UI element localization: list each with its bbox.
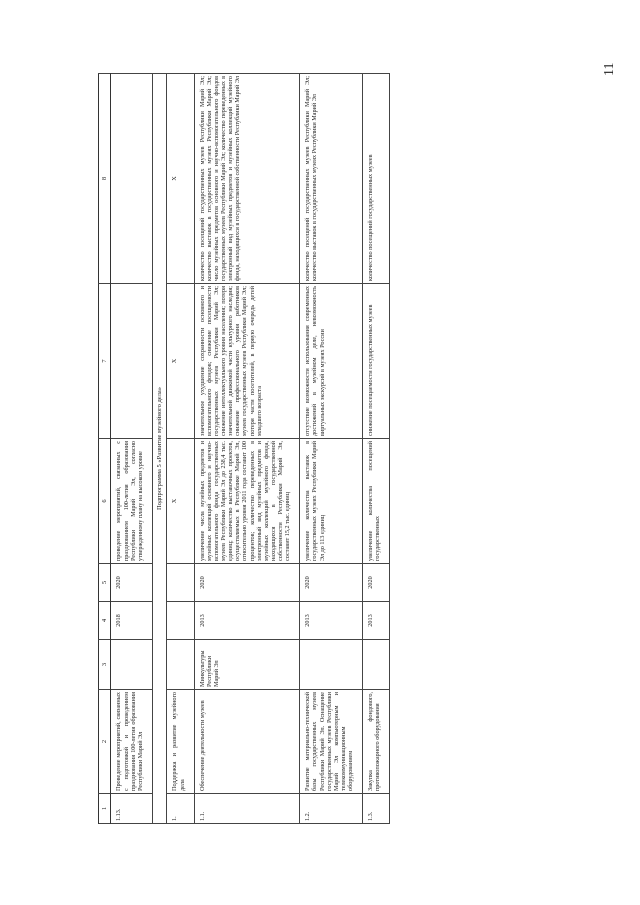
end-year xyxy=(167,564,194,602)
header-row xyxy=(99,74,111,824)
consequences: X xyxy=(167,284,194,439)
expected-result: увеличение количества посещений государственных xyxy=(363,439,390,564)
table-row xyxy=(363,74,390,824)
start-year: 2013 xyxy=(300,602,363,640)
table-header xyxy=(99,74,111,824)
rotated-table-container xyxy=(98,74,598,824)
activity-name: Проведение мероприятий, связанных с подготовкой и проведением празднования 100-летия образования Республики Марий Эл xyxy=(111,690,153,794)
table-body xyxy=(111,74,390,824)
expected-result: проведение мероприятий, связанных с празднованием 100-летия образования Республики Марий Эл, согласно утвержденному плану на высоком уровне xyxy=(111,439,153,564)
consequences: значительное ухудшение сохранности основного и вспомогательного фондов; снижение посещаемости государственных музеев Республики Марий Эл; снижение интеллектуального уровня населения; потеря значительной движимой части культурного наследия; снижение профессионального уровня работников музеев государственных музеев Республики Марий Эл; потеря части посетителей, в первую очередь детей младшего возраста xyxy=(194,284,300,439)
executor xyxy=(111,640,153,690)
executor xyxy=(300,640,363,690)
activity-name: Развитие материально-технической базы государственных музеев Республики Марий Эл. Оснащение государственных музеев Республики Марий Эл компьютерным и телекоммуникационным оборудованием xyxy=(300,690,363,794)
expected-result: увеличение количества выставок в государственных музеях Республики Марий Эл до 113 единиц xyxy=(300,439,363,564)
row-number: 1.3. xyxy=(363,794,390,824)
col-header-2: 2 xyxy=(99,690,111,794)
table-row xyxy=(167,74,194,824)
start-year xyxy=(167,602,194,640)
executor xyxy=(167,640,194,690)
consequences: отсутствие возможности использования современных достижений в музейном деле, невозможность виртуальных экскурсий в музеях России xyxy=(300,284,363,439)
col-header-6: 6 xyxy=(99,439,111,564)
end-year: 2020 xyxy=(111,564,153,602)
activity-name: Поддержка и развитие музейного дела xyxy=(167,690,194,794)
expected-result: увеличение числа музейных предметов и музейных коллекций основного и научно-вспомогательного фонда государственных музеев Республики Марий Эл до 238,4 тыс. единиц; количество выставочных проектов, осуществляемых в Республике Марий Эл, относительно уровня 2011 года составит 100 процентов; количество переведенных в электронный вид музейных предметов и музейных коллекций музейного фонда, находящихся в государственной собственности Республики Марий Эл, составит 15,2 тыс. единиц xyxy=(194,439,300,564)
row-number: 1.13. xyxy=(111,794,153,824)
indicators: X xyxy=(167,74,194,284)
end-year: 2020 xyxy=(300,564,363,602)
expected-result: X xyxy=(167,439,194,564)
row-number: 1.2. xyxy=(300,794,363,824)
program-table xyxy=(98,73,390,824)
table-row xyxy=(194,74,300,824)
indicators xyxy=(111,74,153,284)
col-header-5: 5 xyxy=(99,564,111,602)
start-year: 2018 xyxy=(111,602,153,640)
end-year: 2020 xyxy=(194,564,300,602)
row-number: 1.1. xyxy=(194,794,300,824)
table-row xyxy=(300,74,363,824)
col-header-3: 3 xyxy=(99,640,111,690)
col-header-8: 8 xyxy=(99,74,111,284)
consequences xyxy=(111,284,153,439)
start-year: 2013 xyxy=(194,602,300,640)
executor: Минкультуры Республики Марий Эл xyxy=(194,640,300,690)
col-header-7: 7 xyxy=(99,284,111,439)
activity-name: Обеспечение деятельности музеев xyxy=(194,690,300,794)
indicators: количество посещений государственных музеев xyxy=(363,74,390,284)
start-year: 2013 xyxy=(363,602,390,640)
subprogram-title: Подпрограмма 5 «Развитие музейного дела» xyxy=(152,74,166,824)
col-header-4: 4 xyxy=(99,602,111,640)
indicators: количество посещений государственных музеев Республики Марий Эл; количество выставок в государственных музеях Республики Марий Эл; число музейных предметов основного и научно-вспомогательного фондов государственных музеев Республики Марий Эл; количество переведенных в электронный вид музейных предметов и музейных коллекций музейного фонда, находящихся в государственной собственности Республики Марий Эл xyxy=(194,74,300,284)
subprogram-row xyxy=(152,74,166,824)
executor xyxy=(363,640,390,690)
col-header-1: 1 xyxy=(99,794,111,824)
table-row xyxy=(111,74,153,824)
activity-name: Закупка фондового, противопожарного оборудования xyxy=(363,690,390,794)
consequences: снижение посещаемости государственных музеев xyxy=(363,284,390,439)
end-year: 2020 xyxy=(363,564,390,602)
page-number: 11 xyxy=(602,62,617,76)
indicators: количество посещений государственных музеев Республики Марий Эл; количество выставок в государственных музеях Республики Марий Эл xyxy=(300,74,363,284)
row-number: 1. xyxy=(167,794,194,824)
